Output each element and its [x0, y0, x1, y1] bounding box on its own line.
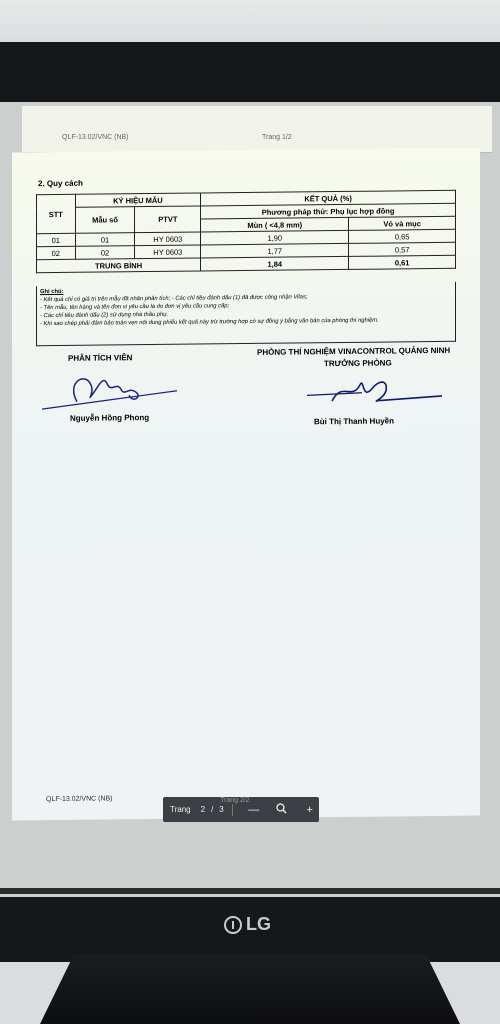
zoom-in-button[interactable]: +	[306, 803, 313, 816]
lab-name: PHÒNG THÍ NGHIỆM VINACONTROL QUẢNG NINH	[257, 345, 451, 357]
header-sample-mark: KÝ HIỆU MẪU	[75, 193, 201, 207]
notes-box	[36, 282, 456, 346]
cell-sample: 02	[75, 246, 135, 260]
cell-shell: 0,65	[349, 229, 456, 243]
analyst-name: Nguyễn Hồng Phong	[70, 413, 150, 423]
cell-stt: 01	[37, 233, 76, 246]
monitor-logo	[224, 914, 271, 935]
header-result: KẾT QUẢ (%)	[201, 190, 456, 206]
document-footer-code: QLF-13.02/VNC (NB)	[46, 795, 113, 804]
analyst-title: PHÂN TÍCH VIÊN	[68, 353, 133, 363]
page-separator: /	[211, 805, 214, 814]
previous-page-bottom	[22, 106, 492, 153]
cell-ptvt: HY 0603	[135, 245, 201, 259]
pdf-page-toolbar	[163, 797, 319, 822]
notes-title: Ghi chú:	[40, 288, 64, 296]
cell-fines: 1,90	[201, 230, 349, 245]
toolbar-ghost-label: Trang 2/2	[220, 797, 250, 804]
header-sample-no: Mẫu số	[75, 207, 135, 234]
average-fines: 1,84	[201, 256, 349, 271]
cell-fines: 1,77	[201, 243, 349, 258]
cell-stt: 02	[37, 246, 76, 259]
cell-ptvt: HY 0603	[135, 232, 201, 246]
header-fines: Mùn ( <4,8 mm)	[201, 217, 349, 232]
average-shell: 0,61	[349, 255, 456, 269]
toolbar-divider	[232, 804, 233, 816]
analyst-signature	[37, 363, 177, 414]
note-line: - Kết quả chỉ có giá trị trên mẫu đã nhận phân tích; - Các chỉ tiêu đánh dấu (1) đã được công nhận Vilas;	[40, 294, 308, 304]
zoom-fit-icon[interactable]	[275, 803, 289, 817]
note-line: - Tên mẫu, tên hàng và tên đơn vị yêu cầu là do đơn vị yêu cầu cung cấp;	[40, 303, 230, 312]
cell-shell: 0,57	[349, 242, 456, 256]
header-shell: Vỏ và mục	[349, 216, 456, 230]
average-label: TRUNG BÌNH	[37, 258, 201, 273]
screen-bottom-edge	[0, 888, 500, 894]
monitor-stand	[40, 955, 460, 1024]
header-method: Phương pháp thử: Phụ lục hợp đồng	[201, 203, 456, 219]
zoom-out-button[interactable]: —	[248, 803, 260, 816]
note-line: - Các chỉ tiêu đánh dấu (2) sử dụng nhà thầu phụ.	[40, 311, 169, 320]
header-ptvt: PTVT	[135, 206, 201, 233]
head-title: TRƯỞNG PHÒNG	[324, 358, 392, 369]
total-pages: 3	[219, 805, 224, 814]
note-line: - Khi sao chép phải đảm bảo toàn vẹn nội dung phiếu kết quả này trừ trường hợp có sự đồng ý bằng văn bản của phòng thí nghiệm.	[40, 317, 379, 328]
lg-logo-icon	[224, 916, 242, 934]
document-page	[12, 148, 480, 821]
monitor-brand: LG	[246, 914, 271, 934]
cell-sample: 01	[75, 233, 135, 247]
head-name: Bùi Thị Thanh Huyền	[314, 416, 394, 427]
previous-page-number: Trang 1/2	[262, 134, 292, 141]
current-page-input[interactable]: 2	[200, 805, 206, 814]
page-label: Trang	[170, 805, 191, 814]
head-signature	[302, 370, 452, 412]
header-stt: STT	[37, 194, 76, 233]
results-table	[36, 190, 456, 273]
previous-page-code: QLF-13.02/VNC (NB)	[62, 134, 129, 141]
section-title: 2. Quy cách	[38, 178, 83, 189]
